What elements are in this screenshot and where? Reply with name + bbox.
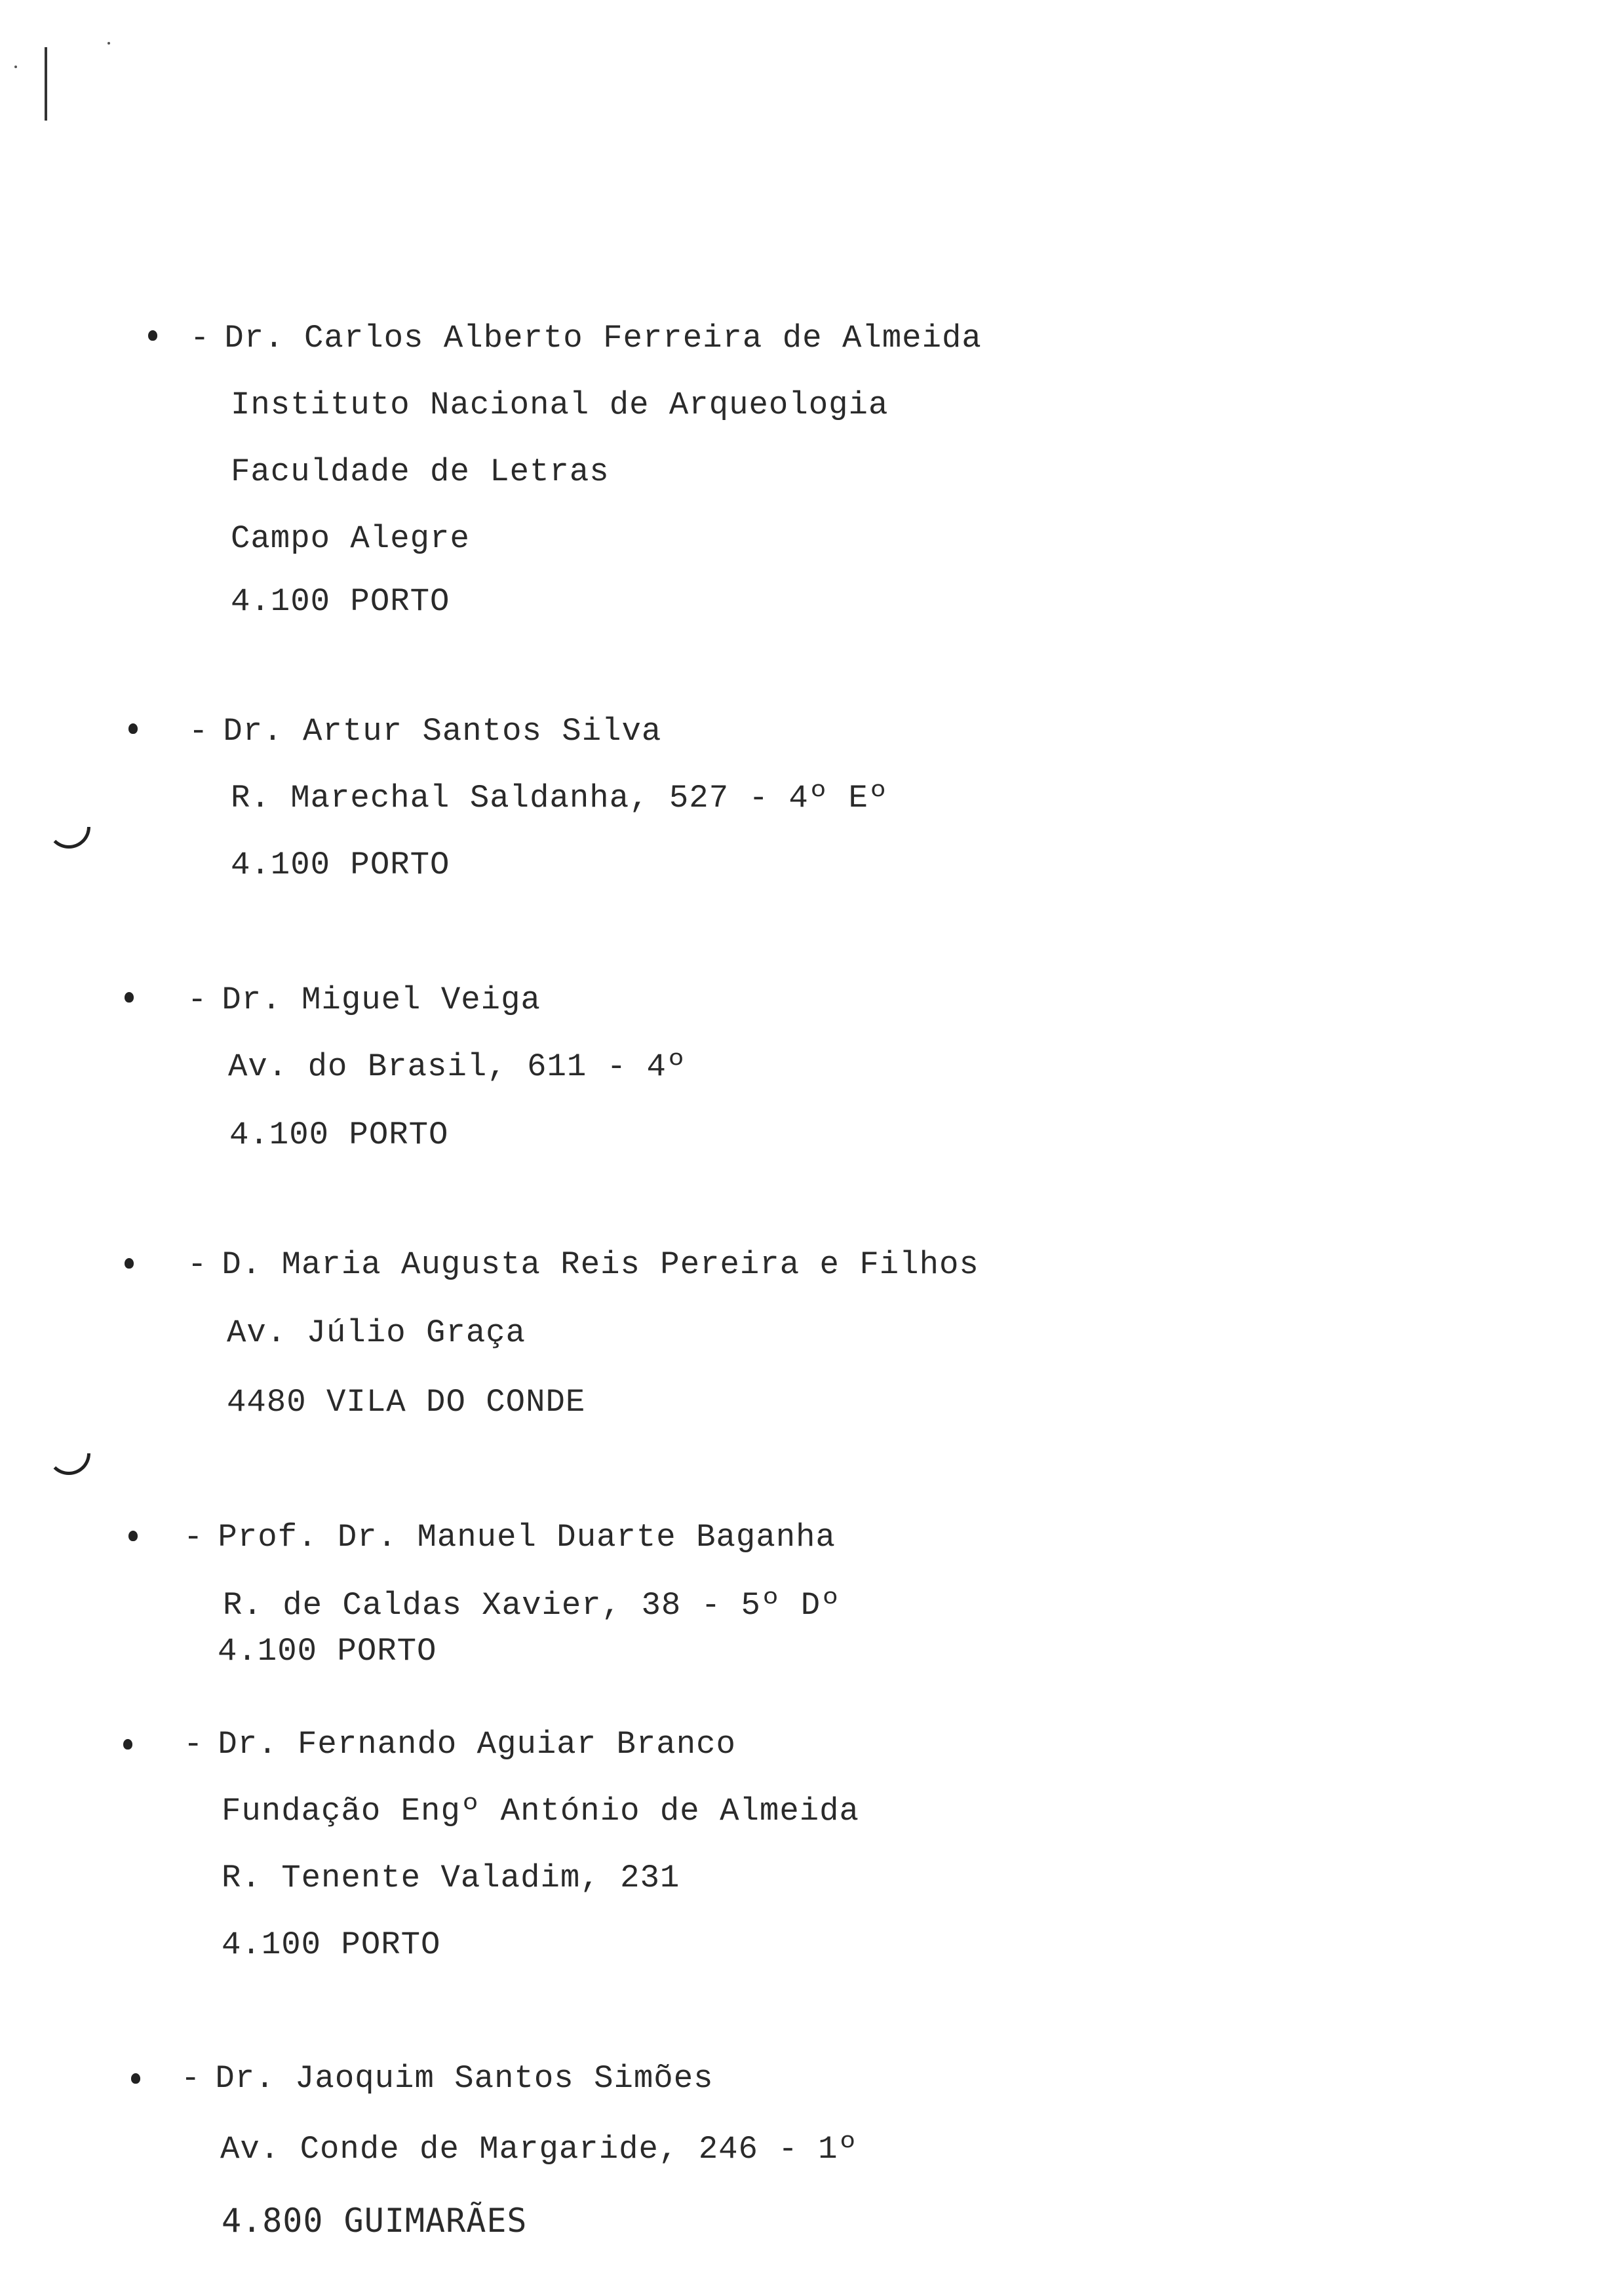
address-line: R. Marechal Saldanha, 527 - 4º Eº bbox=[231, 780, 889, 816]
entry-dash: - bbox=[190, 320, 210, 356]
entry-name bbox=[187, 1246, 979, 1283]
entry-name bbox=[190, 322, 982, 354]
entry-name-text: D. Maria Augusta Reis Pereira e Filhos bbox=[222, 1246, 979, 1283]
address-line: 4.100 PORTO bbox=[231, 847, 450, 883]
entry-name-text: Dr. Artur Santos Silva bbox=[223, 713, 662, 750]
margin-dot bbox=[14, 66, 17, 68]
entry-dash: - bbox=[184, 1726, 204, 1763]
punch-hole-mark bbox=[47, 827, 90, 849]
entry-name-text: Dr. Miguel Veiga bbox=[222, 982, 541, 1018]
bullet-marker bbox=[128, 723, 138, 734]
bullet-marker bbox=[125, 1258, 134, 1269]
entry-name-text: Dr. Fernando Aguiar Branco bbox=[218, 1726, 736, 1763]
bullet-marker bbox=[125, 992, 134, 1003]
entry-dash: - bbox=[189, 713, 209, 750]
entry-dash: - bbox=[187, 982, 208, 1018]
entry-dash: - bbox=[184, 1519, 204, 1556]
address-line: Av. do Brasil, 611 - 4º bbox=[228, 1048, 687, 1085]
address-line: Fundação Engº António de Almeida bbox=[222, 1793, 859, 1829]
punch-hole-mark bbox=[47, 1453, 90, 1475]
entry-dash: - bbox=[181, 2060, 201, 2097]
entry-name bbox=[184, 1726, 736, 1763]
entry-dash: - bbox=[187, 1246, 208, 1283]
address-line: Faculdade de Letras bbox=[231, 453, 610, 490]
entry-name-text: Prof. Dr. Manuel Duarte Baganha bbox=[218, 1519, 836, 1556]
address-line: Campo Alegre bbox=[231, 520, 470, 557]
entry-name bbox=[184, 1521, 836, 1554]
address-line: 4.800 GUIMARÃES bbox=[222, 2202, 528, 2240]
address-line: 4.100 PORTO bbox=[229, 1117, 449, 1153]
bullet-marker bbox=[148, 330, 157, 341]
address-line: 4.100 PORTO bbox=[231, 583, 450, 620]
address-line: Instituto Nacional de Arqueologia bbox=[231, 387, 889, 423]
address-line: Av. Júlio Graça bbox=[227, 1314, 526, 1351]
entry-name bbox=[187, 984, 541, 1016]
address-line: R. Tenente Valadim, 231 bbox=[222, 1860, 680, 1896]
bullet-marker bbox=[123, 1739, 132, 1750]
address-line: 4.100 PORTO bbox=[218, 1633, 437, 1670]
entry-name bbox=[189, 713, 662, 750]
address-line: R. de Caldas Xavier, 38 - 5º Dº bbox=[223, 1587, 841, 1624]
address-line: 4480 VILA DO CONDE bbox=[227, 1384, 586, 1421]
margin-mark bbox=[45, 47, 47, 121]
address-line: 4.100 PORTO bbox=[222, 1926, 441, 1963]
entry-name bbox=[181, 2060, 714, 2097]
address-line: Av. Conde de Margaride, 246 - 1º bbox=[220, 2131, 858, 2168]
bullet-marker bbox=[128, 1531, 138, 1541]
entry-name-text: Dr. Jaoquim Santos Simões bbox=[215, 2060, 714, 2097]
bullet-marker bbox=[131, 2073, 140, 2084]
entry-name-text: Dr. Carlos Alberto Ferreira de Almeida bbox=[224, 320, 982, 356]
margin-dot bbox=[107, 42, 110, 45]
